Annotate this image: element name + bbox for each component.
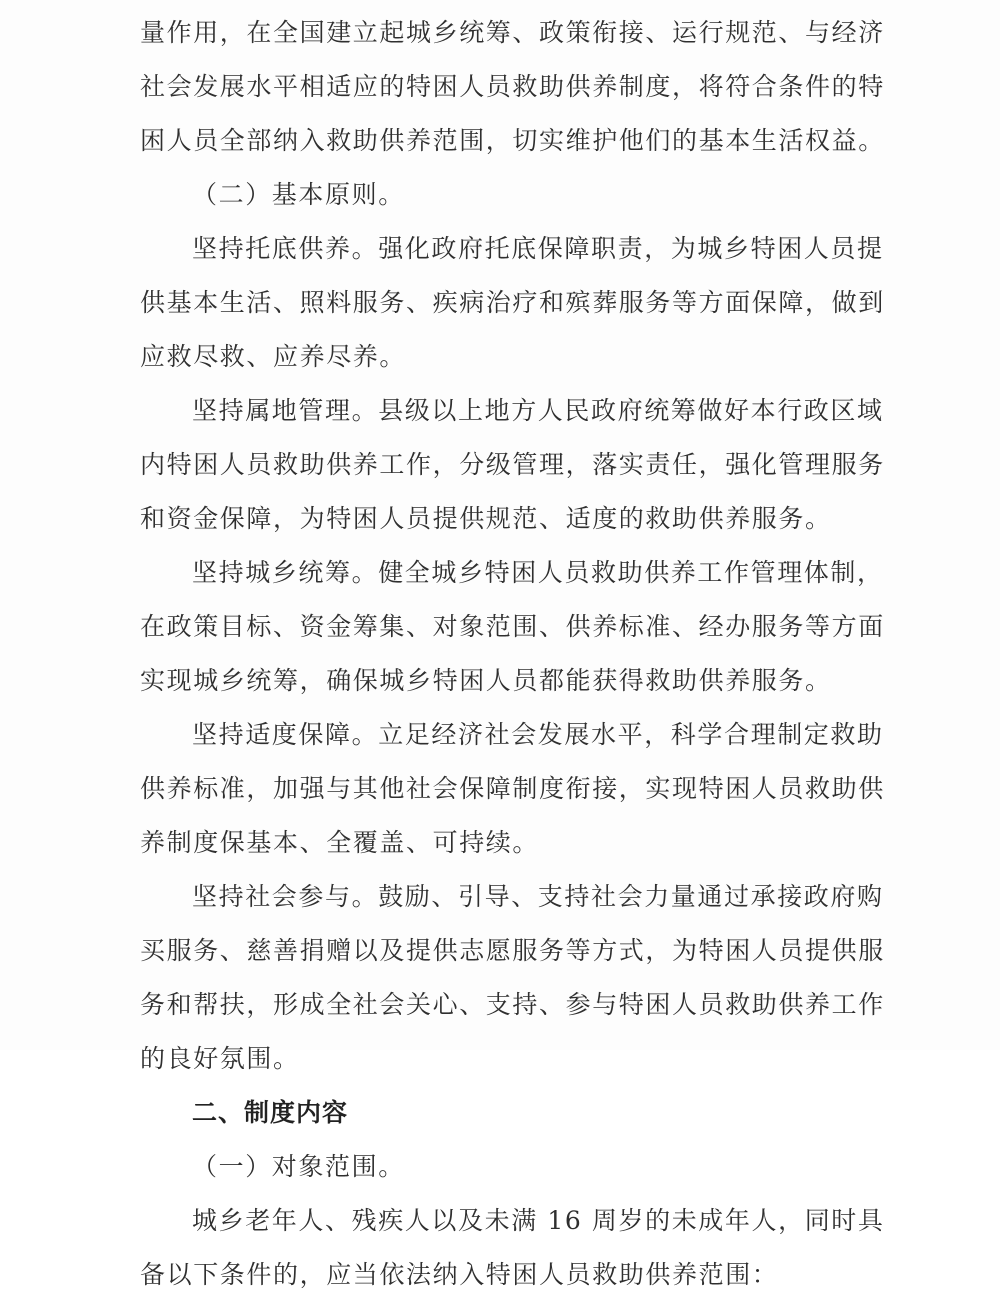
paragraph-line: 供养标准，加强与其他社会保障制度衔接，实现特困人员救助供 [140, 774, 885, 803]
paragraph-line: 城乡老年人、残疾人以及未满 16 周岁的未成年人，同时具 [192, 1206, 885, 1235]
paragraph-line: 坚持托底供养。强化政府托底保障职责，为城乡特困人员提 [192, 234, 884, 263]
paragraph-line: 坚持属地管理。县级以上地方人民政府统筹做好本行政区域 [192, 396, 884, 425]
paragraph-line: 和资金保障，为特困人员提供规范、适度的救助供养服务。 [140, 504, 832, 533]
paragraph-line: 困人员全部纳入救助供养范围，切实维护他们的基本生活权益。 [140, 126, 885, 155]
paragraph-line: 坚持城乡统筹。健全城乡特困人员救助供养工作管理体制， [192, 558, 884, 587]
paragraph-line: 坚持适度保障。立足经济社会发展水平，科学合理制定救助 [192, 720, 884, 749]
section-heading-scope: （一）对象范围。 [192, 1152, 405, 1181]
paragraph-line: 在政策目标、资金筹集、对象范围、供养标准、经办服务等方面 [140, 612, 885, 641]
section-heading-basic-principles: （二）基本原则。 [192, 180, 405, 209]
paragraph-line: 内特困人员救助供养工作，分级管理，落实责任，强化管理服务 [140, 450, 885, 479]
paragraph-line: 实现城乡统筹，确保城乡特困人员都能获得救助供养服务。 [140, 666, 832, 695]
paragraph-line: 买服务、慈善捐赠以及提供志愿服务等方式，为特困人员提供服 [140, 936, 885, 965]
paragraph-line: 养制度保基本、全覆盖、可持续。 [140, 828, 540, 857]
paragraph-line: 供基本生活、照料服务、疾病治疗和殡葬服务等方面保障，做到 [140, 288, 885, 317]
document-body [140, 6, 885, 1302]
paragraph-line: 的良好氛围。 [140, 1044, 300, 1073]
paragraph-line: 坚持社会参与。鼓励、引导、支持社会力量通过承接政府购 [192, 882, 884, 911]
paragraph-line: 务和帮扶，形成全社会关心、支持、参与特困人员救助供养工作 [140, 990, 885, 1019]
paragraph-line: 社会发展水平相适应的特困人员救助供养制度，将符合条件的特 [140, 72, 885, 101]
paragraph-line: 备以下条件的，应当依法纳入特困人员救助供养范围： [140, 1260, 779, 1289]
paragraph-line: 量作用，在全国建立起城乡统筹、政策衔接、运行规范、与经济 [140, 18, 885, 47]
paragraph-line: 应救尽救、应养尽养。 [140, 342, 407, 371]
section-heading-system-content: 二、制度内容 [192, 1098, 349, 1127]
